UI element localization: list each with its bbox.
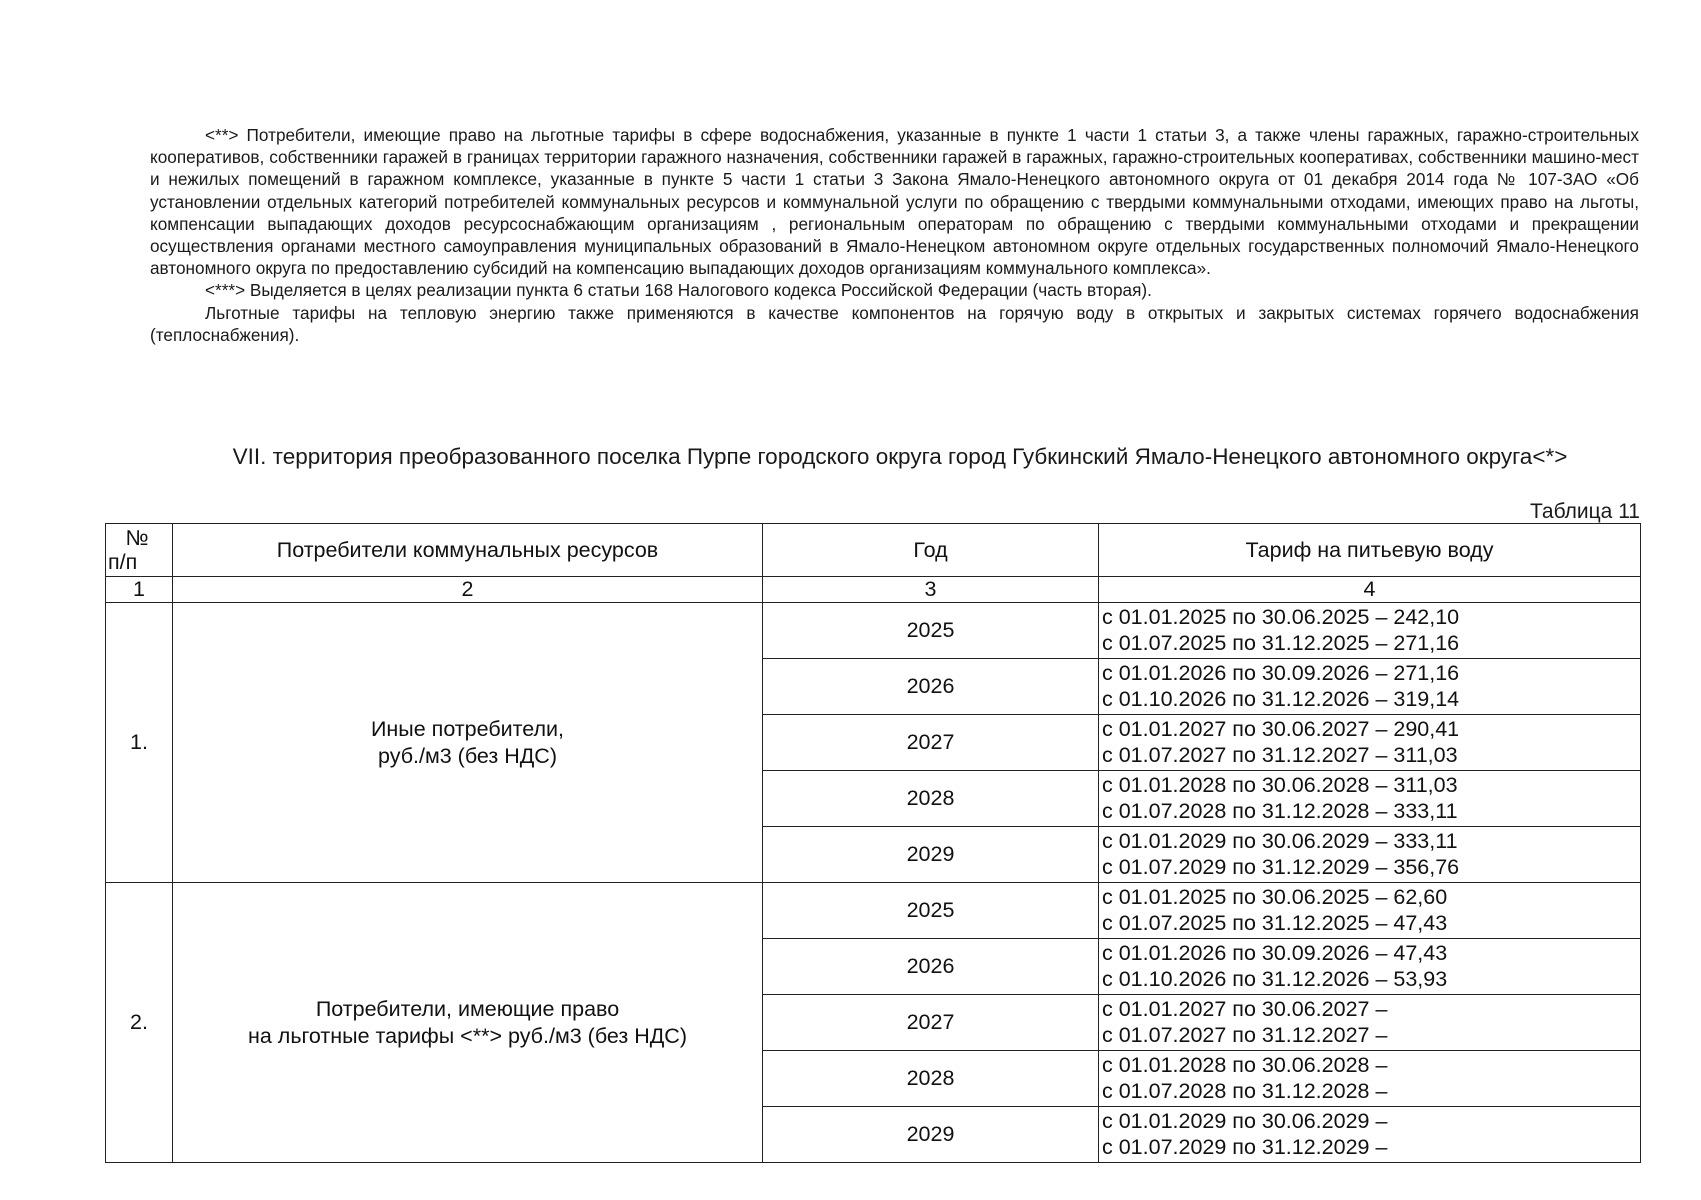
tariff-period-line: с 01.01.2027 по 30.06.2027 – 290,41 bbox=[1102, 717, 1460, 741]
header-consumers: Потребители коммунальных ресурсов bbox=[173, 524, 763, 577]
tariff-period-line: с 01.07.2025 по 31.12.2025 – 47,43 bbox=[1102, 910, 1448, 935]
table-header-row bbox=[106, 524, 1641, 577]
header-num-bottom: п/п bbox=[108, 550, 138, 574]
tariff-period-line: с 01.10.2026 по 31.12.2026 – 319,14 bbox=[1102, 686, 1460, 711]
row-number: 2. bbox=[106, 883, 173, 1163]
footnote-double-star: <**> Потребители, имеющие право на льготные тарифы в сфере водоснабжения, указанные в пункте 1 части 1 статьи 3, а также члены гаражных, гаражно-строительных кооперативов, собственники гаражей в границах территории гаражного назначения, собственники гаражей в гаражных, гаражно-строительных кооперативах, собственники машино-мест и нежилых помещений в гаражном комплексе, указанные в пункте 5 части 1 статьи 3 Закона Ямало-Ненецкого автономного округа от 01 декабря 2014 года № 107-ЗАО «Об установлении отдельных категорий потребителей коммунальных ресурсов и коммунальной услуги по обращению с твердыми коммунальными отходами, имеющих право на льготы, компенсации выпадающих доходов ресурсоснабжающим организациям , региональным операторам по обращению с твердыми коммунальными отходами и прекращении осуществления органами местного самоуправления муниципальных образований в Ямало-Ненецком автономном округе отдельных государственных полномочий Ямало-Ненецкого автономного округа по предоставлению субсидий на компенсацию выпадающих доходов организациям коммунального комплекса». bbox=[150, 125, 1639, 279]
tariff-period-line: с 01.07.2029 по 31.12.2029 – 356,76 bbox=[1102, 854, 1460, 879]
header-num bbox=[106, 524, 173, 577]
footnotes bbox=[150, 124, 1639, 346]
year-cell: 2029 bbox=[763, 827, 1099, 883]
tariff-cell bbox=[1099, 603, 1641, 659]
tariff-period-line: с 01.07.2028 по 31.12.2028 – 333,11 bbox=[1102, 798, 1458, 823]
tariff-cell bbox=[1099, 715, 1641, 771]
tariff-cell bbox=[1099, 883, 1641, 939]
consumer-line: Иные потребители, bbox=[370, 716, 565, 741]
column-number: 4 bbox=[1099, 577, 1641, 603]
column-number: 2 bbox=[173, 577, 763, 603]
consumer-line: руб./м3 (без НДС) bbox=[377, 743, 557, 768]
footnote-triple-star: <***> Выделяется в целях реализации пункта 6 статьи 168 Налогового кодекса Российской Федерации (часть вторая). bbox=[205, 280, 1152, 301]
table-row bbox=[106, 883, 1641, 939]
tariff-period-line: с 01.07.2027 по 31.12.2027 – 311,03 bbox=[1102, 742, 1458, 767]
tariff-cell bbox=[1099, 771, 1641, 827]
column-number: 3 bbox=[763, 577, 1099, 603]
tariff-period-line: с 01.01.2029 по 30.06.2029 – bbox=[1102, 1109, 1388, 1133]
year-cell: 2025 bbox=[763, 603, 1099, 659]
tariff-period-line: с 01.07.2025 по 31.12.2025 – 271,16 bbox=[1102, 630, 1460, 655]
tariff-cell bbox=[1099, 1051, 1641, 1107]
table-caption: Таблица 11 bbox=[1530, 500, 1640, 523]
tariff-period-line: с 01.01.2026 по 30.09.2026 – 47,43 bbox=[1102, 941, 1448, 965]
tariff-period-line: с 01.07.2028 по 31.12.2028 – bbox=[1102, 1078, 1388, 1103]
tariff-period-line: с 01.07.2029 по 31.12.2029 – bbox=[1102, 1134, 1388, 1159]
tariff-cell bbox=[1099, 939, 1641, 995]
tariff-period-line: с 01.01.2028 по 30.06.2028 – 311,03 bbox=[1102, 773, 1458, 797]
footnote-heat-tariffs: Льготные тарифы на тепловую энергию также применяются в качестве компонентов на горячую воду в открытых и закрытых системах горячего водоснабжения (теплоснабжения). bbox=[150, 302, 1639, 345]
table-body bbox=[106, 603, 1641, 1163]
year-cell: 2028 bbox=[763, 771, 1099, 827]
year-cell: 2027 bbox=[763, 715, 1099, 771]
year-cell: 2028 bbox=[763, 1051, 1099, 1107]
header-num-top: № bbox=[125, 526, 149, 550]
tariff-period-line: с 01.01.2028 по 30.06.2028 – bbox=[1102, 1053, 1388, 1077]
tariff-period-line: с 01.07.2027 по 31.12.2027 – bbox=[1102, 1022, 1388, 1047]
tariff-period-line: с 01.01.2025 по 30.06.2025 – 242,10 bbox=[1102, 605, 1460, 629]
header-tariff: Тариф на питьевую воду bbox=[1099, 524, 1641, 577]
tariff-period-line: с 01.01.2029 по 30.06.2029 – 333,11 bbox=[1102, 829, 1458, 853]
consumer-category bbox=[173, 883, 763, 1163]
tariff-period-line: с 01.01.2025 по 30.06.2025 – 62,60 bbox=[1102, 885, 1448, 909]
tariff-table bbox=[105, 523, 1641, 1163]
consumer-line: на льготные тарифы <**> руб./м3 (без НДС) bbox=[248, 1023, 687, 1048]
consumer-line: Потребители, имеющие право bbox=[315, 996, 620, 1021]
header-year: Год bbox=[763, 524, 1099, 577]
section-title: VII. территория преобразованного поселка Пурпе городского округа город Губкинский Ямало-Ненецкого автономного округа<*> bbox=[232, 444, 1568, 469]
tariff-cell bbox=[1099, 1107, 1641, 1163]
consumer-category bbox=[173, 603, 763, 883]
tariff-cell bbox=[1099, 827, 1641, 883]
tariff-cell bbox=[1099, 995, 1641, 1051]
year-cell: 2027 bbox=[763, 995, 1099, 1051]
column-number: 1 bbox=[106, 577, 173, 603]
year-cell: 2025 bbox=[763, 883, 1099, 939]
row-number: 1. bbox=[106, 603, 173, 883]
year-cell: 2026 bbox=[763, 939, 1099, 995]
year-cell: 2026 bbox=[763, 659, 1099, 715]
table-row bbox=[106, 603, 1641, 659]
tariff-period-line: с 01.01.2027 по 30.06.2027 – bbox=[1102, 997, 1388, 1021]
tariff-period-line: с 01.10.2026 по 31.12.2026 – 53,93 bbox=[1102, 966, 1448, 991]
year-cell: 2029 bbox=[763, 1107, 1099, 1163]
column-number-row bbox=[106, 577, 1641, 603]
tariff-cell bbox=[1099, 659, 1641, 715]
tariff-period-line: с 01.01.2026 по 30.09.2026 – 271,16 bbox=[1102, 661, 1460, 685]
